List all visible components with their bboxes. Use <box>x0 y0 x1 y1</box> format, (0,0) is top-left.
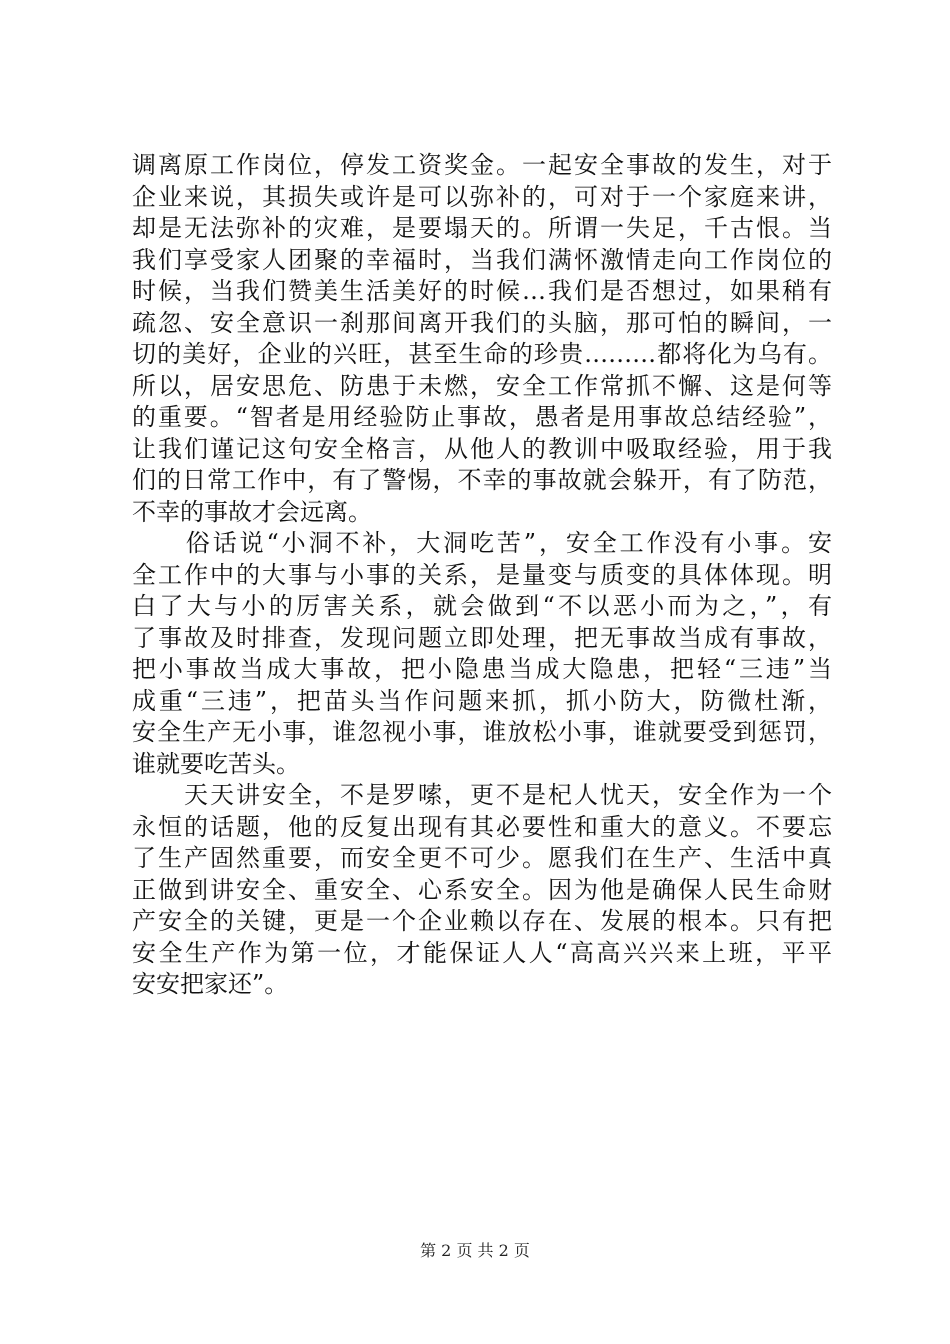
body-text <box>132 150 832 1001</box>
text-line: 让我们谨记这句安全格言，从他人的教训中吸取经验，用于我 <box>132 434 832 463</box>
text-line: 谁就要吃苦头。 <box>132 749 300 778</box>
text-line: 却是无法弥补的灾难，是要塌天的。所谓一失足，千古恨。当 <box>132 214 832 242</box>
text-line: 企业来说，其损失或许是可以弥补的，可对于一个家庭来讲， <box>132 182 832 211</box>
text-line: 们的日常工作中，有了警惕，不幸的事故就会躲开，有了防范， <box>132 466 832 494</box>
text-line: 把小事故当成大事故，把小隐患当成大隐患，把轻“三违”当 <box>132 655 832 683</box>
text-line: 永恒的话题，他的反复出现有其必要性和重大的意义。不要忘 <box>132 812 832 841</box>
text-line: 安安把家还”。 <box>132 970 289 998</box>
text-line: 安全生产作为第一位，才能保证人人“高高兴兴来上班，平平 <box>132 938 832 967</box>
text-line: 成重“三违”，把苗头当作问题来抓，抓小防大，防微杜渐， <box>132 686 832 715</box>
text-line: 疏忽、安全意识一刹那间离开我们的头脑，那可怕的瞬间，一 <box>132 308 832 337</box>
text-line: 了生产固然重要，而安全更不可少。愿我们在生产、生活中真 <box>132 844 832 872</box>
text-line: 不幸的事故才会远离。 <box>132 497 372 526</box>
text-line: 白了大与小的厉害关系，就会做到“不以恶小而为之，”，有 <box>132 592 832 620</box>
text-line: 时候，当我们赞美生活美好的时候…我们是否想过，如果稍有 <box>132 277 832 305</box>
text-line: 正做到讲安全、重安全、心系安全。因为他是确保人民生命财 <box>132 875 832 904</box>
page-footer: 第 2 页 共 2 页 <box>420 1241 530 1260</box>
text-line: 产安全的关键，更是一个企业赖以存在、发展的根本。只有把 <box>132 907 832 935</box>
text-line: 安全生产无小事，谁忽视小事，谁放松小事，谁就要受到惩罚， <box>132 718 832 746</box>
text-line: 了事故及时排查，发现问题立即处理，把无事故当成有事故， <box>132 623 832 652</box>
text-line: 俗话说“小洞不补，大洞吃苦”，安全工作没有小事。安 <box>132 529 832 557</box>
text-line: 所以，居安思危、防患于未燃，安全工作常抓不懈、这是何等 <box>132 371 832 400</box>
text-line: 切的美好，企业的兴旺，甚至生命的珍贵………都将化为乌有。 <box>132 340 832 368</box>
text-line: 我们享受家人团聚的幸福时，当我们满怀激情走向工作岗位的 <box>132 245 832 274</box>
text-line: 天天讲安全，不是罗嗦，更不是杞人忧天，安全作为一个 <box>132 781 832 809</box>
text-line: 全工作中的大事与小事的关系，是量变与质变的具体体现。明 <box>132 560 832 589</box>
text-line: 的重要。“智者是用经验防止事故，愚者是用事故总结经验”， <box>132 403 832 431</box>
text-line: 调离原工作岗位，停发工资奖金。一起安全事故的发生，对于 <box>132 151 832 179</box>
